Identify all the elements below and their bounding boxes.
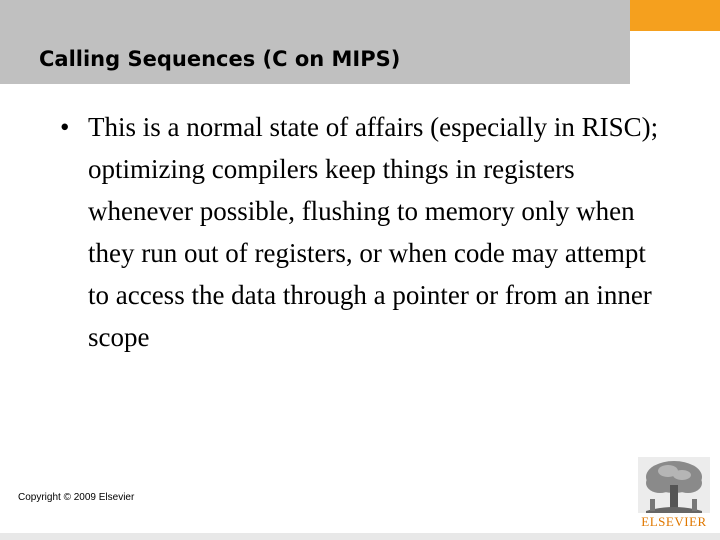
title-bar <box>0 0 630 84</box>
bullet-text: This is a normal state of affairs (especially in RISC); optimizing compilers keep things in registers whenever possible, flushing to memory only when they run out of registers, or when code may attempt to access the data through a pointer or from an inner scope <box>88 112 659 352</box>
elsevier-wordmark: ELSEVIER <box>641 514 707 529</box>
bullet-list <box>60 106 670 358</box>
copyright-notice: Copyright © 2009 Elsevier <box>18 492 135 503</box>
bottom-strip <box>0 533 720 540</box>
bullet-marker: • <box>60 112 70 142</box>
slide-title: Calling Sequences (C on MIPS) <box>39 47 401 71</box>
bullet-item <box>60 106 670 358</box>
accent-block <box>630 0 720 31</box>
